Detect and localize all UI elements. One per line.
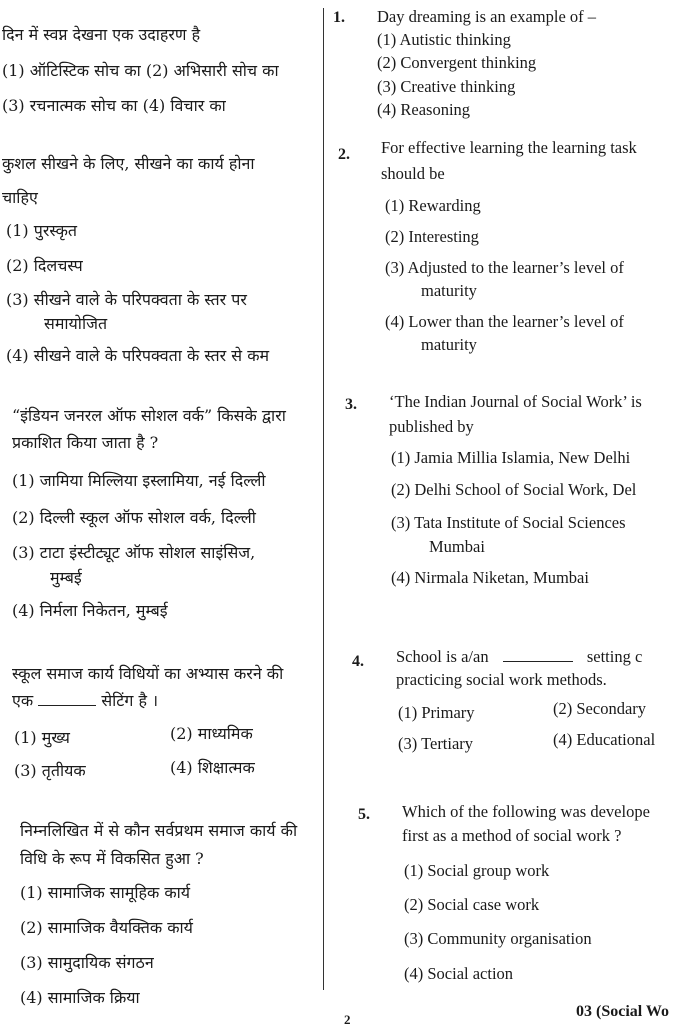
hindi-q2-option1: (1) पुरस्कृत [6, 221, 78, 240]
english-q3-option2: (2) Delhi School of Social Work, Del [391, 480, 637, 499]
english-q3-line2: published by [389, 417, 474, 436]
column-divider [323, 8, 324, 990]
fill-in-blank [503, 649, 573, 662]
english-q5-option2: (2) Social case work [404, 895, 540, 914]
english-q1-option4: (4) Reasoning [377, 100, 471, 119]
english-q4-option1: (1) Primary [398, 703, 475, 722]
english-q4-option3: (3) Tertiary [398, 734, 474, 753]
hindi-q3-option3-cont: मुम्बई [50, 568, 82, 587]
question-number-4: 4. [352, 653, 364, 670]
hindi-q4-line1: स्कूल समाज कार्य विधियों का अभ्यास करने की [12, 664, 284, 683]
hindi-q4-line2-suffix: सेटिंग है । [101, 691, 159, 710]
hindi-q3-option4: (4) निर्मला निकेतन, मुम्बई [12, 601, 168, 620]
fill-in-blank [38, 693, 96, 706]
paper-code: 03 (Social Wo [576, 1003, 670, 1020]
english-q3-option3: (3) Tata Institute of Social Sciences [391, 513, 626, 532]
english-q1-option1: (1) Autistic thinking [377, 30, 511, 49]
hindi-q2-line2: चाहिए [2, 188, 38, 207]
english-q2-option2: (2) Interesting [385, 227, 479, 246]
english-q4-line1 [396, 646, 642, 668]
english-q5-option4: (4) Social action [404, 964, 514, 983]
english-q5-line2: first as a method of social work ? [402, 826, 622, 845]
hindi-q3-line2: प्रकाशित किया जाता है ? [12, 433, 159, 452]
english-q5-option3: (3) Community organisation [404, 929, 592, 948]
question-number-2: 2. [338, 146, 350, 163]
english-q5-option1: (1) Social group work [404, 861, 550, 880]
hindi-q1-options-row2: (3) रचनात्मक सोच का (4) विचार का [2, 96, 226, 115]
question-number-3: 3. [345, 396, 357, 413]
english-q5-line1: Which of the following was develope [402, 802, 650, 821]
english-q2-line2: should be [381, 164, 445, 183]
english-q3-option1: (1) Jamia Millia Islamia, New Delhi [391, 448, 631, 467]
hindi-q1-options-row1: (1) ऑटिस्टिक सोच का (2) अभिसारी सोच का [2, 61, 279, 80]
hindi-q1-text: दिन में स्वप्न देखना एक उदाहरण है [2, 25, 201, 44]
hindi-q2-option2: (2) दिलचस्प [6, 256, 83, 275]
hindi-q2-line1: कुशल सीखने के लिए, सीखने का कार्य होना [2, 154, 255, 173]
question-number-5: 5. [358, 806, 370, 823]
hindi-q4-line2-prefix: एक [12, 691, 34, 710]
english-q3-line1: ‘The Indian Journal of Social Work’ is [389, 392, 642, 411]
english-q2-option4-cont: maturity [421, 335, 477, 354]
english-q2-option3: (3) Adjusted to the learner’s level of [385, 258, 624, 277]
hindi-q4-line2 [12, 690, 158, 712]
hindi-q4-option2: (2) माध्यमिक [170, 724, 253, 743]
hindi-q5-option3: (3) सामुदायिक संगठन [20, 953, 154, 972]
hindi-q5-line1: निम्नलिखित में से कौन सर्वप्रथम समाज कार्य की [20, 821, 298, 840]
hindi-q3-option3: (3) टाटा इंस्टीट्यूट ऑफ सोशल साइंसिज, [12, 543, 256, 562]
hindi-q4-option1: (1) मुख्य [14, 728, 70, 747]
english-q2-option3-cont: maturity [421, 281, 477, 300]
hindi-q2-option4: (4) सीखने वाले के परिपक्वता के स्तर से कम [6, 346, 270, 365]
page-number: 2 [344, 1012, 351, 1027]
english-q4-option2: (2) Secondary [553, 699, 647, 718]
english-q2-option4: (4) Lower than the learner’s level of [385, 312, 624, 331]
hindi-q3-option1: (1) जामिया मिल्लिया इस्लामिया, नई दिल्ली [12, 471, 266, 490]
hindi-q5-option2: (2) सामाजिक वैयक्तिक कार्य [20, 918, 193, 937]
english-q4-line1-prefix: School is a/an [396, 647, 489, 666]
question-number-1: 1. [333, 9, 345, 26]
hindi-q3-option2: (2) दिल्ली स्कूल ऑफ सोशल वर्क, दिल्ली [12, 508, 256, 527]
english-q1-option3: (3) Creative thinking [377, 77, 516, 96]
english-q2-line1: For effective learning the learning task [381, 138, 637, 157]
hindi-q5-option1: (1) सामाजिक सामूहिक कार्य [20, 883, 191, 902]
english-q3-option3-cont: Mumbai [429, 537, 485, 556]
hindi-q4-option4: (4) शिक्षात्मक [170, 758, 255, 777]
hindi-q5-option4: (4) सामाजिक क्रिया [20, 988, 140, 1007]
english-q4-line1-suffix: setting c [586, 647, 643, 666]
hindi-q4-option3: (3) तृतीयक [14, 761, 86, 780]
english-q4-option4: (4) Educational [553, 730, 656, 749]
english-q2-option1: (1) Rewarding [385, 196, 481, 215]
hindi-q5-line2: विधि के रूप में विकसित हुआ ? [20, 849, 204, 868]
hindi-q2-option3: (3) सीखने वाले के परिपक्वता के स्तर पर [6, 290, 247, 309]
hindi-q3-line1: “इंडियन जनरल ऑफ सोशल वर्क” किसके द्वारा [12, 406, 286, 425]
english-q4-line2: practicing social work methods. [396, 670, 607, 689]
english-q1-text: Day dreaming is an example of – [377, 7, 597, 26]
english-q3-option4: (4) Nirmala Niketan, Mumbai [391, 568, 589, 587]
hindi-q2-option3-cont: समायोजित [44, 314, 108, 333]
english-q1-option2: (2) Convergent thinking [377, 53, 537, 72]
